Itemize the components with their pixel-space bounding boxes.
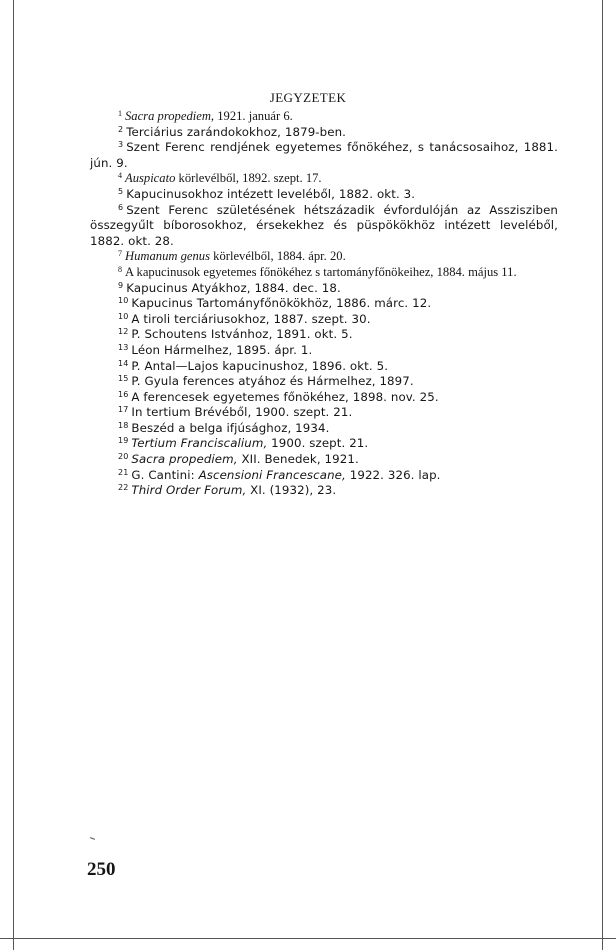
note-text: A tiroli terciáriusokhoz, 1887. szept. 30. [131,311,371,326]
note-item [90,483,558,499]
note-item [90,343,558,359]
page-border-left [13,0,14,950]
note-number: 4 [118,171,122,181]
note-number: 2 [118,124,124,134]
note-number: 10 [118,311,129,321]
note-text: Kapucinus Atyákhoz, 1884. dec. 18. [126,280,341,295]
note-number: 3 [118,140,124,150]
note-text: P. Antal—Lajos kapucinushoz, 1896. okt. 5. [131,358,389,373]
note-title: Ascensioni Francescane, [198,467,346,482]
note-number: 16 [118,389,129,399]
note-number: 1 [118,109,122,118]
notes-list [90,109,558,499]
note-item [90,312,558,328]
note-number: 19 [118,436,129,446]
note-title: Third Order Forum, [131,483,247,498]
note-item [90,125,558,141]
note-title: Auspicato [125,171,176,186]
note-text: körlevélből, 1892. szept. 17. [175,171,322,186]
note-text: P. Gyula ferences atyához és Hármelhez, 1897. [131,374,414,389]
note-text: Szent Ferenc rendjének egyetemes főnökéhez, s tanácsosaihoz, 1881. jún. 9. [90,140,558,170]
note-number: 20 [118,452,129,462]
note-text: Beszéd a belga ifjúsághoz, 1934. [131,420,330,435]
note-text: XII. Benedek, 1921. [237,452,359,467]
note-text: körlevélből, 1884. ápr. 20. [210,249,346,264]
note-title: Sacra propediem, [125,109,215,123]
note-text: A kapucinusok egyetemes főnökéhez s tartományfőnökeihez, 1884. május 11. [125,264,517,279]
note-item [90,468,558,484]
note-text: 1922. 326. lap. [345,467,441,482]
note-item [90,327,558,343]
page-border-bottom [0,938,616,939]
note-text: Terciárius zarándokokhoz, 1879-ben. [126,124,347,139]
page-number: 250 [87,859,116,880]
note-item [90,390,558,406]
note-item [90,171,558,187]
note-number: 13 [118,342,129,352]
note-item [90,265,558,281]
note-number: 5 [118,186,124,196]
note-number: 12 [118,327,129,337]
note-item [90,203,558,250]
note-text: XI. (1932), 23. [246,483,337,498]
note-item [90,140,558,171]
note-item [90,436,558,452]
note-title: Tertium Franciscalium, [131,436,268,451]
note-item [90,187,558,203]
note-text: In tertium Brévéből, 1900. szept. 21. [131,405,353,420]
note-number: 17 [118,405,129,415]
page-title: JEGYZETEK [269,90,347,105]
note-item [90,281,558,297]
note-item [90,405,558,421]
note-title: Humanum genus [125,249,211,264]
note-item [90,374,558,390]
note-text: A ferencesek egyetemes főnökéhez, 1898. nov. 25. [131,389,439,404]
note-text: Kapucinusokhoz intézett leveléből, 1882. okt. 3. [126,186,416,201]
note-number: 7 [118,249,122,259]
note-item [90,421,558,437]
note-item [90,296,558,312]
note-text: 1921. január 6. [214,109,293,123]
note-number: 21 [118,467,129,477]
note-number: 10 [118,296,129,306]
note-text: Kapucinus Tartományfőnökökhöz, 1886. márc. 12. [131,296,432,311]
note-item [90,359,558,375]
note-number: 14 [118,358,129,368]
note-number: 8 [118,264,122,274]
note-number: 22 [118,483,129,493]
note-number: 18 [118,420,129,430]
note-text: Szent Ferenc születésének hétszázadik évfordulóján az Asszisziben összegyűlt bíborosokhoz, érsekekhez és püspökökhöz intézett leveléből, 1882. okt. 28. [90,202,558,248]
page-border-right [602,0,603,950]
note-text: G. Cantini: [131,467,199,482]
ink-mark [90,837,95,840]
note-title: Sacra propediem, [131,452,238,467]
note-number: 9 [118,280,124,290]
note-item [90,249,558,265]
note-item [90,452,558,468]
note-number: 15 [118,374,129,384]
note-text: Léon Hármelhez, 1895. ápr. 1. [131,342,313,357]
note-number: 6 [118,202,124,212]
note-text: 1900. szept. 21. [267,436,369,451]
note-text: P. Schoutens Istvánhoz, 1891. okt. 5. [131,327,353,342]
note-item [90,109,558,125]
